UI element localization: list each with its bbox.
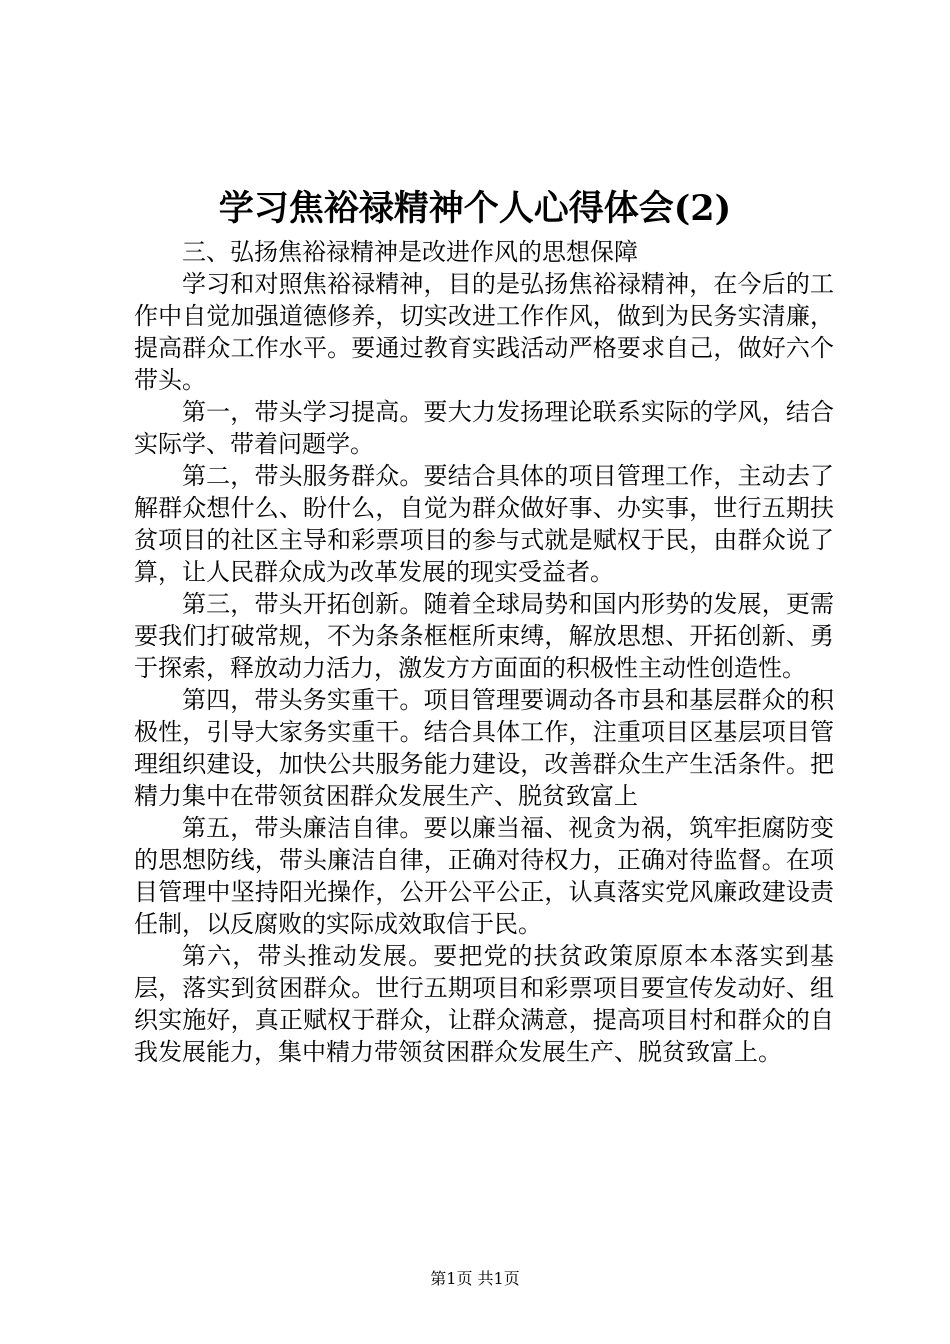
paragraph-second: 第二，带头服务群众。要结合具体的项目管理工作，主动去了解群众想什么、盼什么，自觉为群众做好事、办实事，世行五期扶贫项目的社区主导和彩票项目的参与式就是赋权于民，由群众说了算，让人民群众成为改革发展的现实受益者。 — [134, 462, 834, 586]
intro-paragraph: 学习和对照焦裕禄精神，目的是弘扬焦裕禄精神，在今后的工作中自觉加强道德修养，切实改进工作作风，做到为民务实清廉，提高群众工作水平。要通过教育实践活动严格要求自己，做好六个带头。 — [134, 270, 834, 394]
paragraph-fifth: 第五，带头廉洁自律。要以廉当福、视贪为祸，筑牢拒腐防变的思想防线，带头廉洁自律，正确对待权力，正确对待监督。在项目管理中坚持阳光操作，公开公平公正，认真落实党风廉政建设责任制，以反腐败的实际成效取信于民。 — [134, 814, 834, 938]
page-footer: 第1页 共1页 — [430, 1269, 520, 1288]
paragraph-third: 第三，带头开拓创新。随着全球局势和国内形势的发展，更需要我们打破常规，不为条条框框所束缚，解放思想、开拓创新、勇于探索，释放动力活力，激发方方面面的积极性主动性创造性。 — [134, 590, 834, 682]
document-title: 学习焦裕禄精神个人心得体会(2) — [218, 188, 732, 229]
paragraph-sixth: 第六，带头推动发展。要把党的扶贫政策原原本本落实到基层，落实到贫困群众。世行五期项目和彩票项目要宣传发动好、组织实施好，真正赋权于群众，让群众满意，提高项目村和群众的自我发展能力，集中精力带领贫困群众发展生产、脱贫致富上。 — [134, 942, 834, 1066]
paragraph-fourth: 第四，带头务实重干。项目管理要调动各市县和基层群众的积极性，引导大家务实重干。结合具体工作，注重项目区基层项目管理组织建设，加快公共服务能力建设，改善群众生产生活条件。把精力集中在带领贫困群众发展生产、脱贫致富上 — [134, 686, 834, 810]
paragraph-first: 第一，带头学习提高。要大力发扬理论联系实际的学风，结合实际学、带着问题学。 — [134, 398, 834, 458]
section-heading: 三、弘扬焦裕禄精神是改进作风的思想保障 — [182, 238, 638, 266]
document-body — [134, 236, 834, 1068]
